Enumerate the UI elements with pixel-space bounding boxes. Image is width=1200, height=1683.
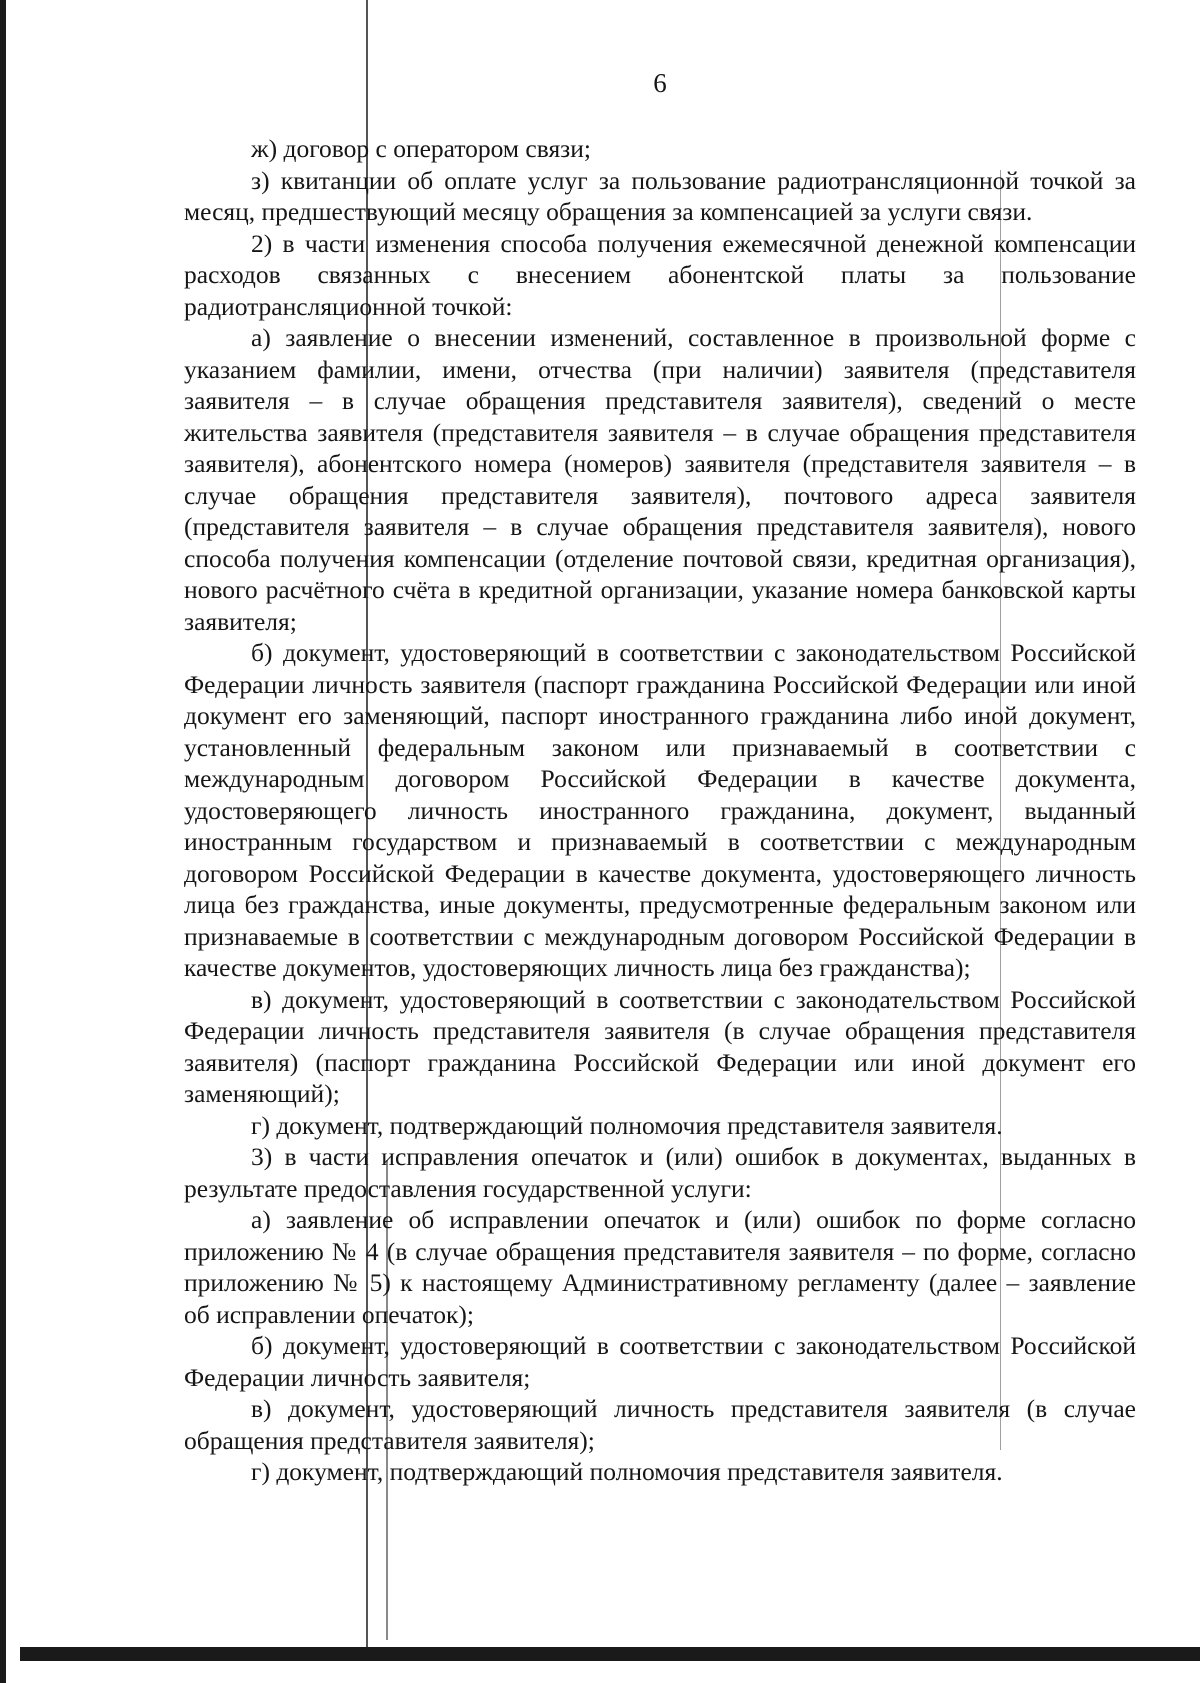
paragraph-3v: в) документ, удостоверяющий личность представителя заявителя (в случае обращения представителя заявителя); — [184, 1394, 1136, 1455]
paragraph-2g: г) документ, подтверждающий полномочия представителя заявителя. — [251, 1110, 1003, 1140]
scan-edge-bottom — [20, 1647, 1200, 1661]
paragraph-2b: б) документ, удостоверяющий в соответствии с законодательством Российской Федерации личность заявителя (паспорт гражданина Российской Федерации или иной документ его заменяющий, паспорт иностранного гражданина либо иной документ, установленный федеральным законом или признаваемый в соответствии с международным договором Российской Федерации в качестве документа, удостоверяющего личность иностранного гражданина, документ, выданный иностранным государством и признаваемый в соответствии с международным договором Российской Федерации в качестве документа, удостоверяющего личность лица без гражданства, иные документы, предусмотренные федеральным законом или признаваемые в соответствии с международным договором Российской Федерации в качестве документов, удостоверяющих личность лица без гражданства); — [184, 638, 1136, 982]
paragraph-3g: г) документ, подтверждающий полномочия представителя заявителя. — [251, 1457, 1003, 1486]
paragraph-2a: а) заявление о внесении изменений, составленное в произвольной форме с указанием фамилии, имени, отчества (при наличии) заявителя (представителя заявителя – в случае обращения представителя заявителя), сведений о месте жительства заявителя (представителя заявителя – в случае обращения представителя заявителя), абонентского номера (номеров) заявителя (представителя заявителя – в случае обращения представителя заявителя), почтового адреса заявителя (представителя заявителя – в случае обращения представителя заявителя), нового способа получения компенсации (отделение почтовой связи, кредитная организация), нового расчётного счёта в кредитной организации, указание номера банковской карты заявителя; — [184, 323, 1136, 636]
page-number: 6 — [653, 68, 667, 98]
paragraph-3b: б) документ, удостоверяющий в соответствии с законодательством Российской Федерации личность заявителя; — [184, 1331, 1136, 1392]
paragraph-z: з) квитанции об оплате услуг за пользование радиотрансляционной точкой за месяц, предшествующий месяцу обращения за компенсацией за услуги связи. — [184, 165, 1136, 226]
paragraph-2v: в) документ, удостоверяющий в соответствии с законодательством Российской Федерации личность представителя заявителя (в случае обращения представителя заявителя) (паспорт гражданина Российской Федерации или иной документ его заменяющий); — [184, 984, 1136, 1108]
paragraph-section-3: 3) в части исправления опечаток и (или) ошибок в документах, выданных в результате предоставления государственной услуги: — [184, 1142, 1136, 1203]
scan-edge-left — [0, 0, 6, 1683]
paragraph-section-2: 2) в части изменения способа получения ежемесячной денежной компенсации расходов связанных с внесением абонентской платы за пользование радиотрансляционной точкой: — [184, 228, 1136, 321]
document-body — [184, 133, 1136, 1488]
paragraph-zh: ж) договор с оператором связи; — [251, 134, 591, 163]
paragraph-3a: а) заявление об исправлении опечаток и (или) ошибок по форме согласно приложению № 4 (в случае обращения представителя заявителя – по форме, согласно приложению № 5) к настоящему Административному регламенту (далее – заявление об исправлении опечаток); — [184, 1205, 1136, 1329]
